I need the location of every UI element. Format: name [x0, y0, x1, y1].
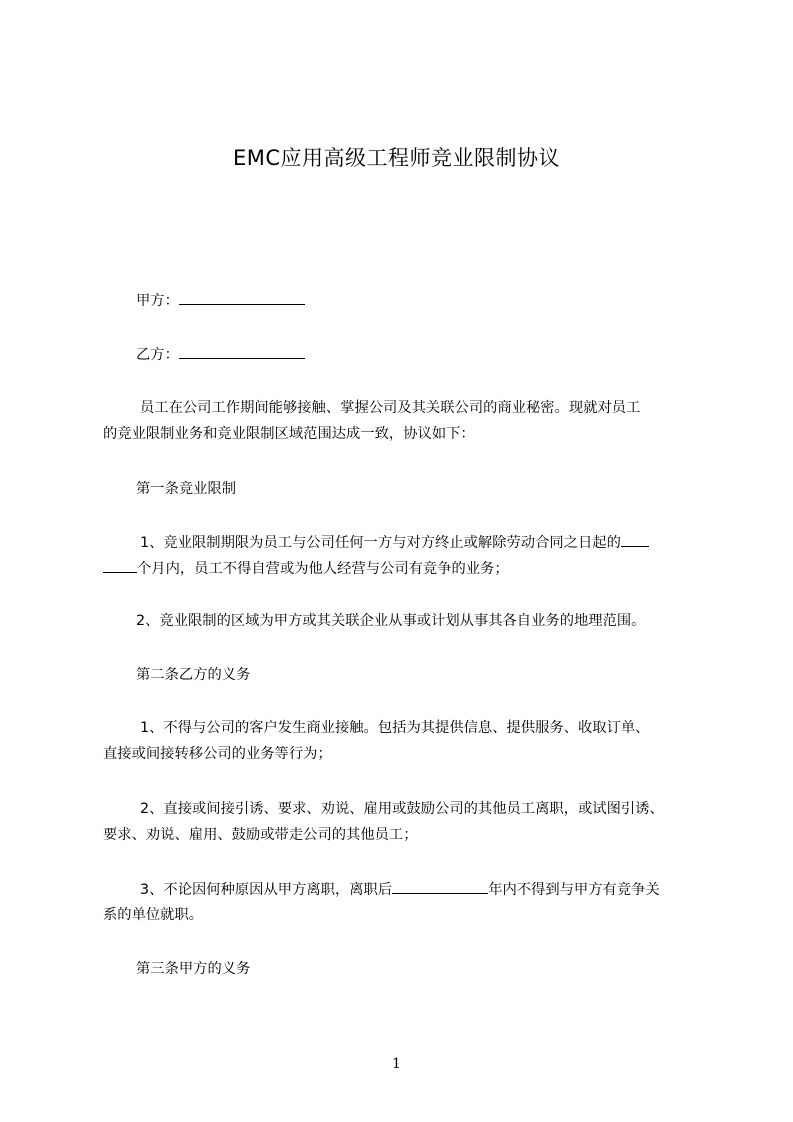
article2-item1-line1: 1、不得与公司的客户发生商业接触。包括为其提供信息、提供服务、收取订单、 [140, 720, 650, 736]
article2-item2-line1: 2、直接或间接引诱、要求、劝说、雇用或鼓励公司的其他员工离职，或试图引诱、 [140, 801, 664, 817]
party-a-label: 甲方： [136, 293, 179, 309]
party-b-line [136, 345, 305, 364]
article1-item1-text-cont: 个月内，员工不得自营或为他人经营与公司有竞争的业务； [137, 561, 509, 577]
article1-item1-line1 [140, 533, 649, 552]
intro-line-1: 员工在公司工作期间能够接触、掌握公司及其关联公司的商业秘密。现就对员工 [140, 400, 641, 416]
months-blank-part2 [103, 559, 137, 573]
intro-line-2: 的竞业限制业务和竞业限制区域范围达成一致，协议如下： [103, 426, 475, 442]
party-b-blank [179, 345, 305, 359]
party-a-line [136, 291, 305, 310]
article1-item1-text: 1、竞业限制期限为员工与公司任何一方与对方终止或解除劳动合同之日起的 [140, 535, 621, 551]
article2-item3-line1 [140, 880, 660, 899]
article2-item2-line2: 要求、劝说、雇用、鼓励或带走公司的其他员工； [103, 827, 418, 843]
article2-heading: 第二条乙方的义务 [136, 667, 251, 683]
page-number: 1 [392, 1056, 401, 1072]
article1-item2: 2、竞业限制的区域为甲方或其关联企业从事或计划从事其各自业务的地理范围。 [136, 613, 646, 629]
article3-heading: 第三条甲方的义务 [136, 961, 251, 977]
article2-item3-text-b: 年内不得到与甲方有竞争关 [488, 882, 660, 898]
article2-item1-line2: 直接或间接转移公司的业务等行为； [103, 746, 332, 762]
article2-item3-line2: 系的单位就职。 [103, 907, 204, 923]
months-blank-part1 [621, 533, 649, 547]
document-title: EMC应用高级工程师竞业限制协议 [232, 146, 561, 170]
party-a-blank [179, 291, 305, 305]
article2-item3-text-a: 3、不论因何种原因从甲方离职，离职后 [140, 882, 393, 898]
party-b-label: 乙方： [136, 347, 179, 363]
article1-heading: 第一条竞业限制 [136, 481, 237, 497]
years-blank [392, 880, 488, 894]
article1-item1-line2 [103, 559, 509, 578]
